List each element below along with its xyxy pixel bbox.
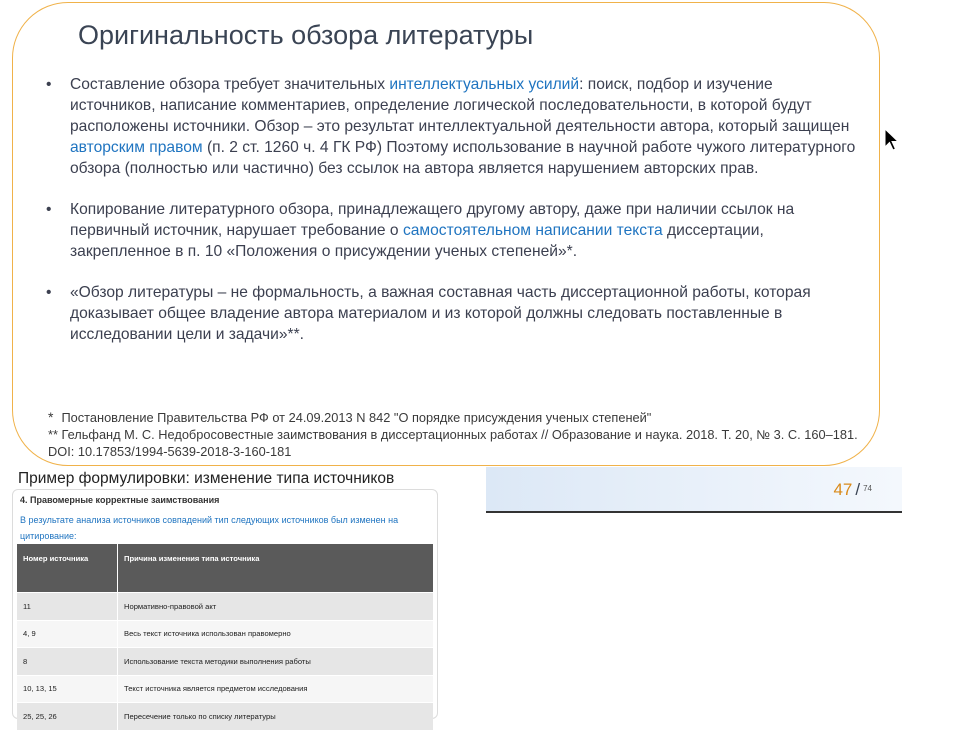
page-number: 47 / $^{74}$ — [833, 480, 872, 499]
footnote-2: ** Гельфанд М. С. Недобросовестные заимствования в диссертационных работах // Образование и наука. 2018. Т. 20, № 3. С. 160–181. DOI: 10.17853/1994-5639-2018-3-160-181 — [48, 427, 858, 459]
bullet-dot-icon: • — [46, 284, 52, 301]
bullet-item: • Составление обзора требует значительных интеллектуальных усилий: поиск, подбор и изучение источников, написание комментариев, определение логической последовательности, в которой будут расположены источники. Обзор – это результат интеллектуальной деятельности автора, который защищен авторским правом (п. 2 ст. 1260 ч. 4 ГК РФ) Поэтому использование в научной работе чужого литературного обзора (полностью или частично) без ссылок на автора является нарушением авторских прав. — [46, 76, 856, 177]
section-heading: 4. Правомерные корректные заимствования — [20, 495, 220, 505]
footnote-1: * Постановление Правительства РФ от 24.09.2013 N 842 "О порядке присуждения ученых степеней" — [48, 409, 652, 425]
change-reason: Текст источника является предметом исследования — [118, 675, 434, 703]
column-header: Номер источника — [17, 544, 118, 593]
footnotes — [48, 409, 868, 460]
table-row — [17, 675, 433, 703]
bullet-dot-icon: • — [46, 201, 52, 218]
keyword-link[interactable]: интеллектуальных усилий — [389, 76, 580, 93]
sources-table — [17, 544, 433, 730]
change-reason: Весь текст источника использован правомерно — [118, 620, 434, 648]
table-row — [17, 620, 433, 648]
change-reason: Использование текста методики выполнения работы — [118, 648, 434, 676]
table-row — [17, 703, 433, 730]
source-number: 4, 9 — [17, 620, 118, 648]
table-row — [17, 648, 433, 676]
table-row — [17, 593, 433, 621]
bullet-dot-icon: • — [46, 76, 52, 93]
example-title: Пример формулировки: изменение типа источников — [18, 470, 395, 487]
bullet-list — [46, 74, 858, 365]
change-reason: Нормативно-правовой акт — [118, 593, 434, 621]
column-header: Причина изменения типа источника — [118, 544, 434, 593]
bullet-item: • «Обзор литературы – не формальность, а важная составная часть диссертационной работы, которая доказывает общее владение автора материалом и из которой должны следовать поставленные в исследовании цели и задачи»**. — [46, 284, 811, 343]
source-number: 25, 25, 26 — [17, 703, 118, 730]
change-reason: Пересечение только по списку литературы — [118, 703, 434, 730]
source-number: 11 — [17, 593, 118, 621]
table-header-row — [17, 544, 433, 593]
source-number: 10, 13, 15 — [17, 675, 118, 703]
example-panel — [12, 489, 438, 719]
slide-footer-bar — [486, 467, 902, 513]
total-pages: 74 — [863, 484, 872, 493]
mouse-pointer-icon — [884, 128, 900, 152]
bullet-item: • Копирование литературного обзора, принадлежащего другому автору, даже при наличии ссылок на первичный источник, нарушает требование о самостоятельном написании текста диссертации, закрепленное в п. 10 «Положения о присуждении ученых степеней»*. — [46, 201, 795, 260]
section-description: В результате анализа источников совпадений тип следующих источников был изменен на цитирование: — [20, 515, 399, 541]
current-page: 47 — [833, 480, 853, 499]
slide-title: Оригинальность обзора литературы — [78, 20, 534, 50]
keyword-link[interactable]: самостоятельном написании текста — [402, 222, 663, 239]
source-number: 8 — [17, 648, 118, 676]
keyword-link[interactable]: авторским правом — [70, 139, 203, 156]
